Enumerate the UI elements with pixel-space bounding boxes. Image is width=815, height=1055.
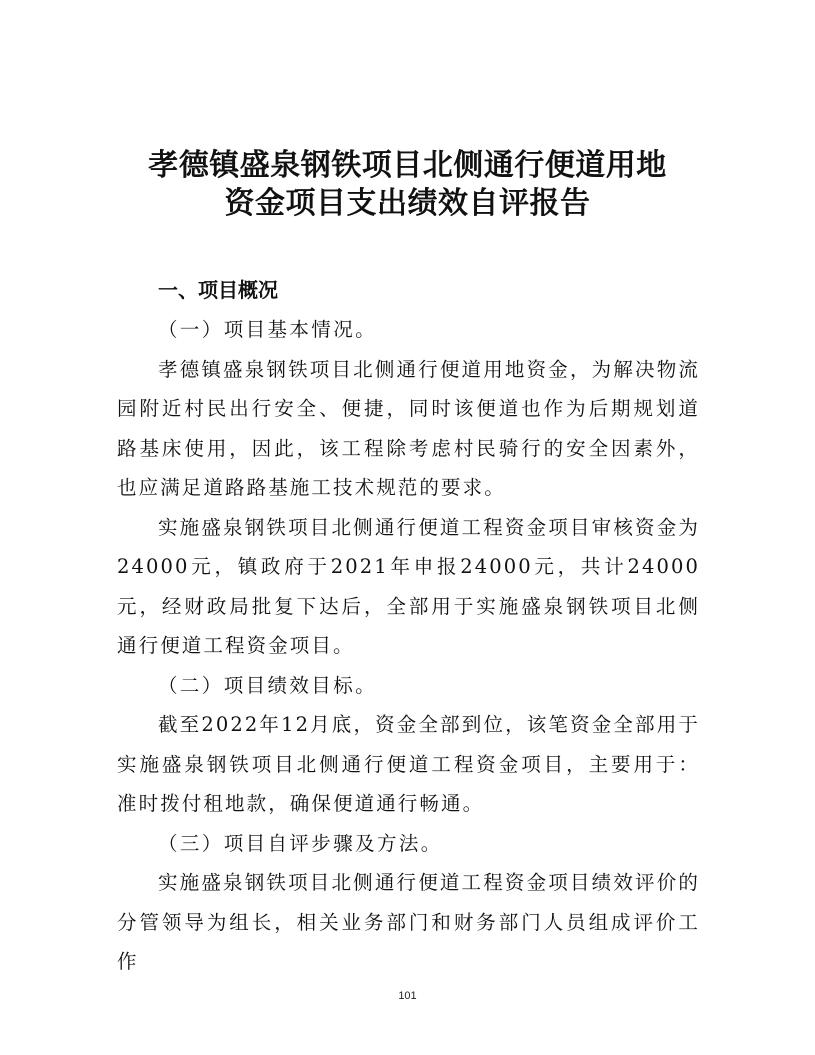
subheading-basic-info: （一）项目基本情况。 xyxy=(158,318,378,341)
report-body xyxy=(117,310,700,982)
paragraph-self-evaluation: 实施盛泉钢铁项目北侧通行便道工程资金项目绩效评价的分管领导为组长，相关业务部门和财务部门人员组成评价工作 xyxy=(117,871,700,973)
paragraph-basic-info: 孝德镇盛泉钢铁项目北侧通行便道用地资金，为解决物流园附近村民出行安全、便捷，同时该便道也作为后期规划道路基床使用，因此，该工程除考虑村民骑行的安全因素外，也应满足道路路基施工技术规范的要求。 xyxy=(117,357,700,499)
subheading-self-evaluation: （三）项目自评步骤及方法。 xyxy=(158,831,443,855)
report-title-line1: 孝德镇盛泉钢铁项目北侧通行便道用地 xyxy=(148,148,667,183)
paragraph-funding: 实施盛泉钢铁项目北侧通行便道工程资金项目审核资金为24000元，镇政府于2021年申报24000元，共计24000元，经财政局批复下达后，全部用于实施盛泉钢铁项目北侧通行便道工程资金项目。 xyxy=(117,515,700,657)
paragraph-performance-goal: 截至2022年12月底，资金全部到位，该笔资金全部用于实施盛泉钢铁项目北侧通行便道工程资金项目，主要用于：准时拨付租地款，确保便道通行畅通。 xyxy=(117,713,700,815)
subheading-performance-goal: （二）项目绩效目标。 xyxy=(158,673,378,697)
section-heading-overview: 一、项目概况 xyxy=(158,278,278,302)
page-number: 101 xyxy=(398,990,417,1002)
report-title-line2: 资金项目支出绩效自评报告 xyxy=(224,186,591,221)
